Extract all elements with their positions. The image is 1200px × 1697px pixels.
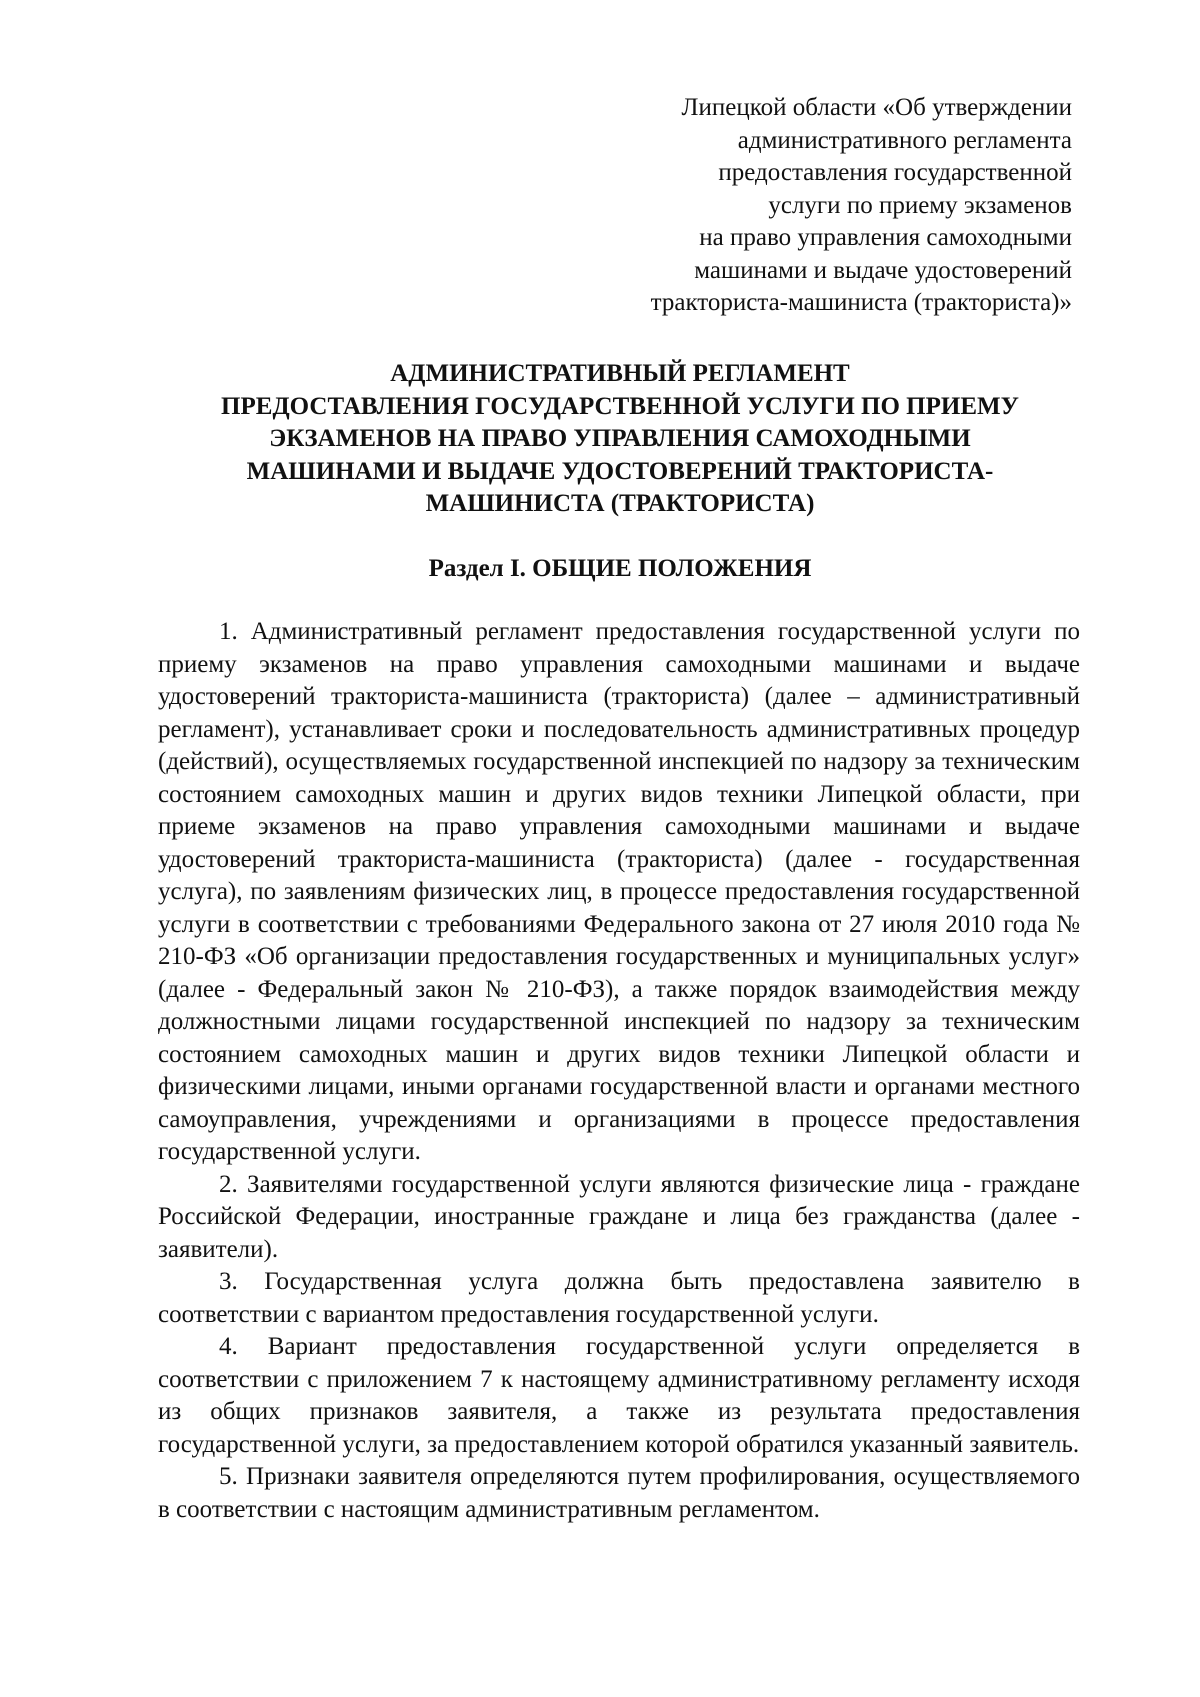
document-title-line: МАШИНИСТА (ТРАКТОРИСТА) [425,490,815,517]
section-heading: Раздел I. ОБЩИЕ ПОЛОЖЕНИЯ [428,555,812,582]
document-title-line: ПРЕДОСТАВЛЕНИЯ ГОСУДАРСТВЕННОЙ УСЛУГИ ПО ПРИЕМУ [221,392,1019,420]
paragraph-2: 2. Заявителями государственной услуги являются физические лица - граждане Российской Федерации, иностранные граждане и лица без гражданства (далее - заявители). [158,1170,1080,1263]
approval-reference-line: тракториста-машиниста (тракториста)» [650,289,1072,316]
approval-reference-line: предоставления государственной [718,159,1072,186]
approval-reference-line: машинами и выдаче удостоверений [694,256,1072,284]
approval-reference-line: услуги по приему экзаменов [768,191,1072,219]
paragraph-5: 5. Признаки заявителя определяются путем профилирования, осуществляемого в соответствии с настоящим административным регламентом. [158,1463,1080,1523]
section-body [158,616,1080,1526]
approval-reference-line: административного регламента [737,126,1072,154]
document-title-line: МАШИНАМИ И ВЫДАЧЕ УДОСТОВЕРЕНИЙ ТРАКТОРИСТА- [246,457,994,485]
paragraph-1: 1. Административный регламент предоставления государственной услуги по приему экзаменов на право управления самоходными машинами и выдаче удостоверений тракториста-машиниста (тракториста) (далее – административный регламент), устанавливает сроки и последовательность административных процедур (действий), осуществляемых государственной инспекцией по надзору за техническим состоянием самоходных машин и других видов техники Липецкой области, при приеме экзаменов на право управления самоходными машинами и выдаче удостоверений тракториста-машиниста (тракториста) (далее - государственная услуга), по заявлениям физических лиц, в процессе предоставления государственной услуги в соответствии с требованиями Федерального закона от 27 июля 2010 года № 210-ФЗ «Об организации предоставления государственных и муниципальных услуг» (далее - Федеральный закон № 210-ФЗ), а также порядок взаимодействия между должностными лицами государственной инспекцией по надзору за техническим состоянием самоходных машин и других видов техники Липецкой области и физическими лицами, иными органами государственной власти и органами местного самоуправления, учреждениями и организациями в процессе предоставления государственной услуги. [158,618,1080,1165]
approval-reference-line: на право управления самоходными [699,224,1072,251]
document-title-line: АДМИНИСТРАТИВНЫЙ РЕГЛАМЕНТ [390,360,850,387]
approval-reference-line: Липецкой области «Об утверждении [681,94,1072,121]
paragraph-4: 4. Вариант предоставления государственной услуги определяется в соответствии с приложением 7 к настоящему административному регламенту исходя из общих признаков заявителя, а также из результата предоставления государственной услуги, за предоставлением которой обратился указанный заявитель. [158,1333,1080,1458]
document-title [160,358,1080,521]
document-title-line: ЭКЗАМЕНОВ НА ПРАВО УПРАВЛЕНИЯ САМОХОДНЫМИ [269,425,971,452]
approval-reference-block [512,92,1072,320]
paragraph-3: 3. Государственная услуга должна быть предоставлена заявителю в соответствии с вариантом предоставления государственной услуги. [158,1268,1080,1328]
